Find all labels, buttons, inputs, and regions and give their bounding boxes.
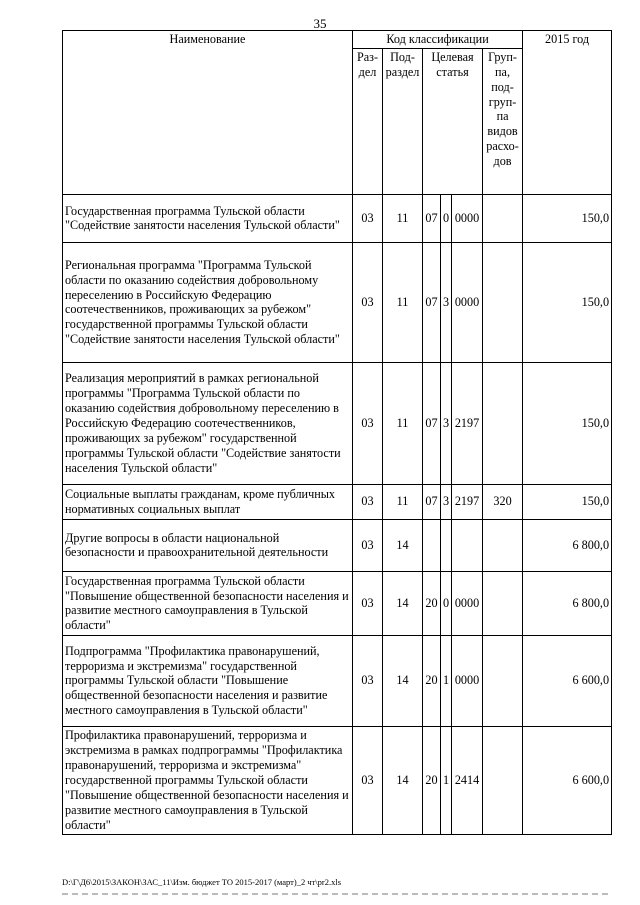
cell-amount: 150,0	[523, 484, 612, 519]
cell-cs3: 2197	[452, 362, 483, 484]
cell-cs2: 3	[441, 484, 452, 519]
cell-pr: 14	[383, 726, 423, 834]
cell-vr	[483, 362, 523, 484]
cell-pr: 11	[383, 484, 423, 519]
cell-pr: 14	[383, 571, 423, 635]
cell-cs2: 3	[441, 242, 452, 362]
table-row	[63, 484, 612, 519]
cell-amount: 6 600,0	[523, 635, 612, 726]
cell-name: Другие вопросы в области национальной безопасности и правоохранительной деятельности	[63, 519, 353, 571]
header-subsection: Под- раздел	[383, 48, 423, 194]
cell-cs2: 1	[441, 726, 452, 834]
cell-vr	[483, 635, 523, 726]
table-row	[63, 362, 612, 484]
header-target: Целевая статья	[423, 48, 483, 194]
cell-rz: 03	[353, 484, 383, 519]
table-row	[63, 519, 612, 571]
file-path-footer: D:\Г\Д6\2015\ЗАКОН\ЗАС_11\Изм. бюджет ТО 2015-2017 (март)_2 чт\pr2.xls	[62, 877, 342, 887]
cell-cs3: 0000	[452, 571, 483, 635]
header-name: Наименование	[63, 31, 353, 195]
header-section: Раз- дел	[353, 48, 383, 194]
cell-amount: 150,0	[523, 242, 612, 362]
cell-cs2: 1	[441, 635, 452, 726]
cell-name: Государственная программа Тульской области "Содействие занятости населения Тульской области"	[63, 194, 353, 242]
cell-cs1: 07	[423, 194, 441, 242]
table-row	[63, 726, 612, 834]
cell-cs1: 20	[423, 635, 441, 726]
cell-vr	[483, 571, 523, 635]
cell-rz: 03	[353, 726, 383, 834]
table-row	[63, 571, 612, 635]
cell-cs3: 0000	[452, 635, 483, 726]
table-row	[63, 242, 612, 362]
cell-cs3: 0000	[452, 194, 483, 242]
cell-amount: 150,0	[523, 362, 612, 484]
cell-cs1: 07	[423, 242, 441, 362]
cell-rz: 03	[353, 194, 383, 242]
bottom-strip	[62, 893, 611, 895]
cell-vr	[483, 194, 523, 242]
cell-cs2: 0	[441, 194, 452, 242]
cell-vr	[483, 242, 523, 362]
cell-cs1: 07	[423, 484, 441, 519]
cell-name: Подпрограмма "Профилактика правонарушений, терроризма и экстремизма" государственной программы Тульской области "Повышение общественной безопасности населения и развитие местного самоуправления в Тульской области"	[63, 635, 353, 726]
cell-amount: 6 800,0	[523, 519, 612, 571]
cell-rz: 03	[353, 635, 383, 726]
cell-cs3: 2197	[452, 484, 483, 519]
cell-cs2	[441, 519, 452, 571]
cell-amount: 150,0	[523, 194, 612, 242]
cell-vr	[483, 726, 523, 834]
header-group: Груп- па, под- груп- па видов расхо- дов	[483, 48, 523, 194]
header-classification: Код классификации	[353, 31, 523, 49]
cell-pr: 14	[383, 519, 423, 571]
table-body	[63, 194, 612, 834]
budget-table	[62, 30, 612, 835]
cell-amount: 6 600,0	[523, 726, 612, 834]
cell-rz: 03	[353, 571, 383, 635]
cell-cs3: 2414	[452, 726, 483, 834]
cell-cs2: 3	[441, 362, 452, 484]
cell-cs3	[452, 519, 483, 571]
cell-cs1: 20	[423, 726, 441, 834]
cell-name: Реализация мероприятий в рамках региональной программы "Программа Тульской области по оказанию содействия добровольному переселению в Российскую Федерацию соотечественников, проживающих за рубежом" государственной программы Тульской области "Содействие занятости населения Тульской области"	[63, 362, 353, 484]
cell-name: Социальные выплаты гражданам, кроме публичных нормативных социальных выплат	[63, 484, 353, 519]
cell-cs2: 0	[441, 571, 452, 635]
cell-name: Профилактика правонарушений, терроризма и экстремизма в рамках подпрограммы "Профилактика правонарушений, терроризма и экстремизма" государственной программы Тульской области "Повышение общественной безопасности населения и развитие местного самоуправления в Тульской области"	[63, 726, 353, 834]
cell-amount: 6 800,0	[523, 571, 612, 635]
cell-rz: 03	[353, 362, 383, 484]
cell-pr: 11	[383, 194, 423, 242]
cell-vr	[483, 519, 523, 571]
cell-cs1: 20	[423, 571, 441, 635]
cell-cs1	[423, 519, 441, 571]
table-row	[63, 635, 612, 726]
cell-cs1: 07	[423, 362, 441, 484]
page-number: 35	[313, 16, 327, 31]
cell-pr: 14	[383, 635, 423, 726]
cell-pr: 11	[383, 242, 423, 362]
cell-name: Государственная программа Тульской области "Повышение общественной безопасности населения и развитие местного самоуправления в Тульской области"	[63, 571, 353, 635]
cell-cs3: 0000	[452, 242, 483, 362]
cell-rz: 03	[353, 519, 383, 571]
cell-pr: 11	[383, 362, 423, 484]
table-row	[63, 194, 612, 242]
cell-rz: 03	[353, 242, 383, 362]
header-year: 2015 год	[523, 31, 612, 195]
cell-vr: 320	[483, 484, 523, 519]
cell-name: Региональная программа "Программа Тульской области по оказанию содействия добровольному переселению в Российскую Федерацию соотечественников, проживающих за рубежом" государственной программы Тульской области "Содействие занятости населения Тульской области"	[63, 242, 353, 362]
